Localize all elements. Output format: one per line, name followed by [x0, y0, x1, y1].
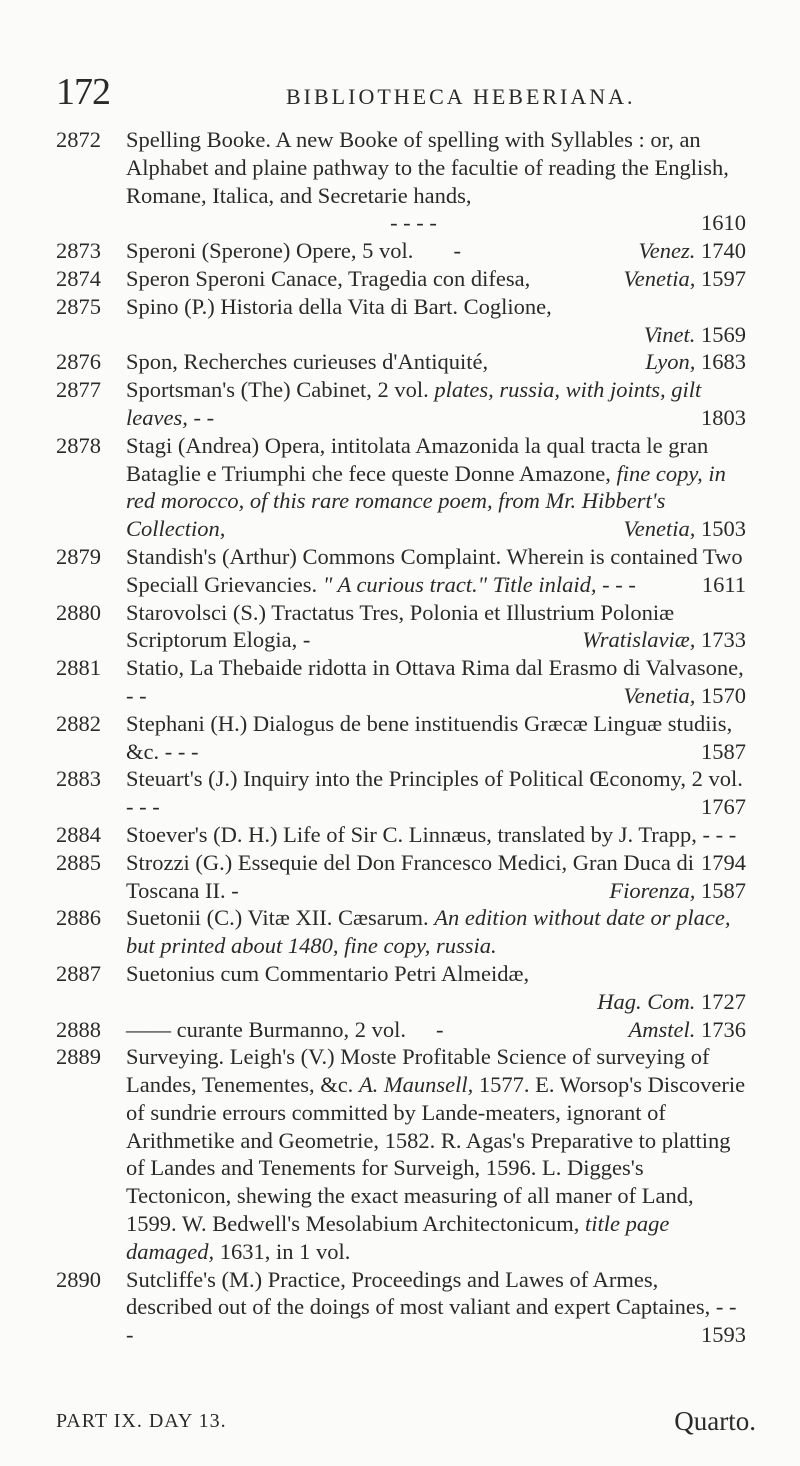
entry-dashes: - -: [193, 404, 215, 430]
entry-place: Amstel.: [628, 1016, 696, 1042]
page-number: 172: [56, 71, 110, 113]
catalogue-entry: [56, 1043, 746, 1265]
entry-number: 2879: [56, 543, 101, 569]
catalogue-entry: [56, 1016, 746, 1044]
entry-number: 2886: [56, 905, 101, 931]
entry-dashes: - - -: [702, 821, 737, 847]
entry-title: Suetonii (C.) Vitæ XII. Cæsarum.: [126, 905, 429, 931]
entry-number: 2889: [56, 1044, 101, 1070]
entry-title: Steuart's (J.) Inquiry into the Principles of Political Œconomy, 2 vol.: [126, 766, 743, 792]
catalogue-entry: [56, 710, 746, 766]
entry-dashes: -: [302, 627, 311, 653]
catalogue-entry: [56, 960, 746, 1016]
catalogue-entry: [56, 265, 746, 293]
entry-title: Stephani (H.) Dialogus de bene instituendis Græcæ Linguæ studiis, &c.: [126, 710, 733, 764]
signature-mark: PART IX. DAY 13.: [56, 1410, 227, 1432]
entry-title: Starovolsci (S.) Tractatus Tres, Polonia et Illustrium Poloniæ Scriptorum Elogia,: [126, 599, 675, 653]
entry-place: Venetia,: [623, 682, 696, 708]
entry-note: An edition without date or place, but printed about 1480, fine copy, russia.: [126, 905, 731, 959]
entry-dashes: - - -: [602, 571, 636, 597]
entry-year: 1593: [701, 1322, 746, 1348]
entry-note: title page damaged,: [126, 1211, 670, 1264]
entry-dashes: -: [453, 238, 461, 264]
entry-place: Hag. Com.: [597, 988, 696, 1014]
entry-number: 2876: [56, 349, 101, 375]
entry-title: Sportsman's (The) Cabinet, 2 vol.: [126, 377, 429, 403]
entry-number: 2878: [56, 432, 101, 458]
catalogue-entry: [56, 599, 746, 655]
entry-place: Vinet.: [643, 321, 696, 347]
entry-title: —— curante Burmanno, 2 vol.: [126, 1016, 406, 1042]
entry-number: 2888: [56, 1016, 101, 1042]
entry-note: fine copy, in red morocco, of this rare romance poem, from Mr. Hibbert's Collection,: [126, 460, 726, 542]
entry-note: " A curious tract." Title inlaid,: [322, 571, 597, 597]
catalogue-entry: [56, 376, 746, 432]
entry-title: Spelling Booke. A new Booke of spelling with Syllables : or, an Alphabet and plaine pathway to the facultie of reading the English, Romane, Italica, and Secretarie hands,: [126, 127, 729, 208]
entry-dashes: -: [231, 877, 239, 903]
entry-year: 1569: [701, 321, 746, 347]
entry-number: 2882: [56, 710, 101, 736]
entry-number: 2887: [56, 960, 101, 986]
catalogue-entry: [56, 543, 746, 599]
entry-year: 1597: [701, 265, 746, 291]
entry-title: Statio, La Thebaide ridotta in Ottava Rima dal Erasmo di Valvasone,: [126, 655, 744, 681]
entry-dashes: -: [435, 1016, 444, 1042]
entry-title: Speroni (Sperone) Opere, 5 vol.: [126, 238, 414, 264]
entry-year: 1570: [701, 682, 746, 708]
page-footer: [56, 1406, 756, 1446]
entry-imprint: [126, 209, 746, 237]
catalogue-entry: [56, 348, 746, 376]
entry-title: Speron Speroni Canace, Tragedia con difesa,: [126, 265, 531, 291]
entry-year: 1587: [701, 738, 746, 764]
entry-year: 1803: [701, 404, 746, 430]
entry-note: plates, russia, with joints, gilt leaves,: [126, 377, 702, 430]
running-title: BIBLIOTHECA HEBERIANA.: [286, 84, 636, 109]
entry-year: 1736: [701, 1016, 746, 1042]
entry-year: 1740: [701, 238, 746, 264]
entry-year: 1733: [701, 627, 746, 653]
entry-number: 2872: [56, 127, 101, 152]
entry-year: 1587: [701, 877, 746, 903]
entry-number: 2880: [56, 599, 101, 625]
entry-title: Spino (P.) Historia della Vita di Bart. Coglione,: [126, 293, 552, 319]
entry-dashes: - - -: [126, 794, 160, 820]
entry-year: 1610: [701, 210, 746, 236]
entry-place: Venetia,: [623, 265, 696, 291]
catalogue-entry: [56, 126, 746, 237]
entry-number: 2881: [56, 655, 101, 681]
entry-number: 2877: [56, 377, 101, 403]
catalogue-entry: [56, 293, 746, 349]
entry-number: 2885: [56, 849, 101, 875]
entry-contents: 1577. E. Worsop's Discoverie of sundrie errours committed by Lande-meaters, ignorant of Arithmetike and Geometrie, 1582. R. Agas's Preparative to platting of Landes and Tenements for Surveigh, 1596. L. Digges's Tectonicon, shewing the exact measuring of all maner of Land, 1599. W. Bedwell's Mesolabium Architectonicum,: [126, 1072, 746, 1237]
catalogue-entries: [56, 126, 746, 1349]
entry-place: Venez.: [638, 238, 696, 264]
catalogue-entry: [56, 654, 746, 710]
entry-dashes: - - - -: [390, 210, 437, 236]
entry-place: Wratislaviæ,: [582, 627, 696, 653]
entry-title: Sutcliffe's (M.) Practice, Proceedings and Lawes of Armes, described out of the doings of most valiant and expert Captaines,: [126, 1266, 711, 1320]
entry-place: Fiorenza,: [609, 877, 696, 903]
entry-number: 2873: [56, 238, 101, 264]
entry-number: 2890: [56, 1266, 101, 1292]
entry-contents-end: 1631, in 1 vol.: [219, 1238, 351, 1264]
entry-title: Standish's (Arthur) Commons Complaint. Wherein is contained Two Speciall Grievancies.: [126, 543, 743, 597]
catalogue-entry: [56, 849, 746, 905]
entry-title: Suetonius cum Commentario Petri Almeidæ,: [126, 960, 530, 986]
entry-year: 1503: [701, 516, 746, 542]
entry-title: Stagi (Andrea) Opera, intitolata Amazonida la qual tracta le gran Bataglie e Triumphi che fece queste Donne Amazone,: [126, 432, 709, 486]
page-header: [56, 70, 746, 120]
entry-number: 2884: [56, 821, 101, 847]
entry-year: 1794: [701, 849, 746, 875]
catalogue-entry: [56, 1266, 746, 1349]
entry-title: Spon, Recherches curieuses d'Antiquité,: [126, 349, 489, 375]
catchword: Quarto.: [674, 1406, 756, 1436]
entry-year: 1727: [701, 988, 746, 1014]
catalogue-entry: [56, 765, 746, 821]
entry-title: Stoever's (D. H.) Life of Sir C. Linnæus, translated by J. Trapp,: [126, 821, 697, 847]
entry-title: Surveying. Leigh's (V.) Moste Profitable Science of surveying of Landes, Tenementes, &c.: [126, 1044, 710, 1098]
entry-printer: A. Maunsell,: [358, 1072, 474, 1098]
entry-title: Strozzi (G.) Essequie del Don Francesco Medici, Gran Duca di Toscana II.: [126, 849, 694, 903]
entry-dashes: - - -: [126, 1294, 737, 1348]
catalogue-entry: [56, 432, 746, 543]
entry-year: 1683: [701, 349, 746, 375]
entry-number: 2874: [56, 265, 101, 291]
entry-place: Venetia,: [623, 516, 696, 542]
entry-year: 1767: [701, 794, 746, 820]
entry-place: Lyon,: [645, 349, 696, 375]
entry-number: 2875: [56, 293, 101, 319]
catalogue-entry: [56, 237, 746, 265]
entry-dashes: - -: [126, 682, 147, 708]
entry-number: 2883: [56, 766, 101, 792]
entry-year: 1611: [701, 571, 746, 597]
catalogue-entry: [56, 904, 746, 960]
entry-dashes: - - -: [164, 738, 199, 764]
